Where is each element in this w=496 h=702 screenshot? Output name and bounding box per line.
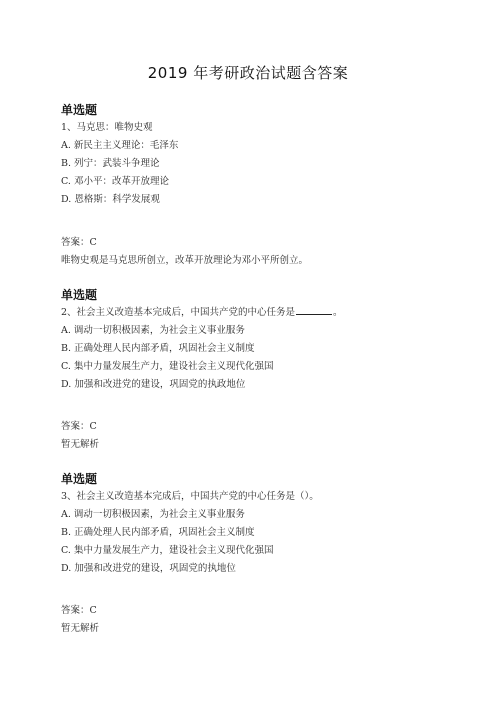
- stem-text: 2、社会主义改造基本完成后，中国共产党的中心任务是: [61, 307, 296, 318]
- question-type-heading: 单选题: [61, 103, 98, 117]
- document-title: 2019 年考研政治试题含答案: [147, 64, 349, 82]
- option-d: D. 加强和改进党的建设，巩固党的执政地位: [61, 379, 246, 390]
- option-a: A. 调动一切积极因素，为社会主义事业服务: [61, 325, 245, 336]
- option-a: A. 调动一切积极因素，为社会主义事业服务: [61, 509, 245, 520]
- answer-block-1: [61, 234, 461, 270]
- explanation-text: 暂无解析: [61, 439, 100, 450]
- question-stem: 1、马克思：唯物史观: [61, 122, 153, 133]
- question-stem: [61, 304, 461, 322]
- question-3: [61, 470, 461, 578]
- option-c: C. 集中力量发展生产力，建设社会主义现代化强国: [61, 361, 274, 372]
- option-d: D. 恩格斯：科学发展观: [61, 194, 160, 205]
- question-type-heading: 单选题: [61, 288, 98, 302]
- question-stem: 3、社会主义改造基本完成后，中国共产党的中心任务是（）。: [61, 491, 319, 502]
- option-c: C. 邓小平：改革开放理论: [61, 176, 169, 187]
- answer-block-3: [61, 602, 461, 638]
- question-type-heading: 单选题: [61, 472, 98, 486]
- question-1: [61, 101, 461, 209]
- fill-in-blank: [296, 304, 332, 315]
- answer-text: 答案：C: [61, 421, 97, 432]
- question-2: [61, 286, 461, 394]
- option-b: B. 列宁：武装斗争理论: [61, 158, 160, 169]
- option-c: C. 集中力量发展生产力，建设社会主义现代化强国: [61, 545, 274, 556]
- answer-text: 答案：C: [61, 605, 97, 616]
- answer-block-2: [61, 418, 461, 454]
- option-d: D. 加强和改进党的建设，巩固党的执地位: [61, 563, 236, 574]
- stem-end: 。: [333, 307, 343, 318]
- option-b: B. 正确处理人民内部矛盾，巩固社会主义制度: [61, 527, 255, 538]
- answer-text: 答案：C: [61, 237, 97, 248]
- option-b: B. 正确处理人民内部矛盾，巩固社会主义制度: [61, 343, 255, 354]
- explanation-text: 暂无解析: [61, 623, 100, 634]
- explanation-text: 唯物史观是马克思所创立，改革开放理论为邓小平所创立。: [61, 255, 309, 266]
- option-a: A. 新民主主义理论：毛泽东: [61, 140, 179, 151]
